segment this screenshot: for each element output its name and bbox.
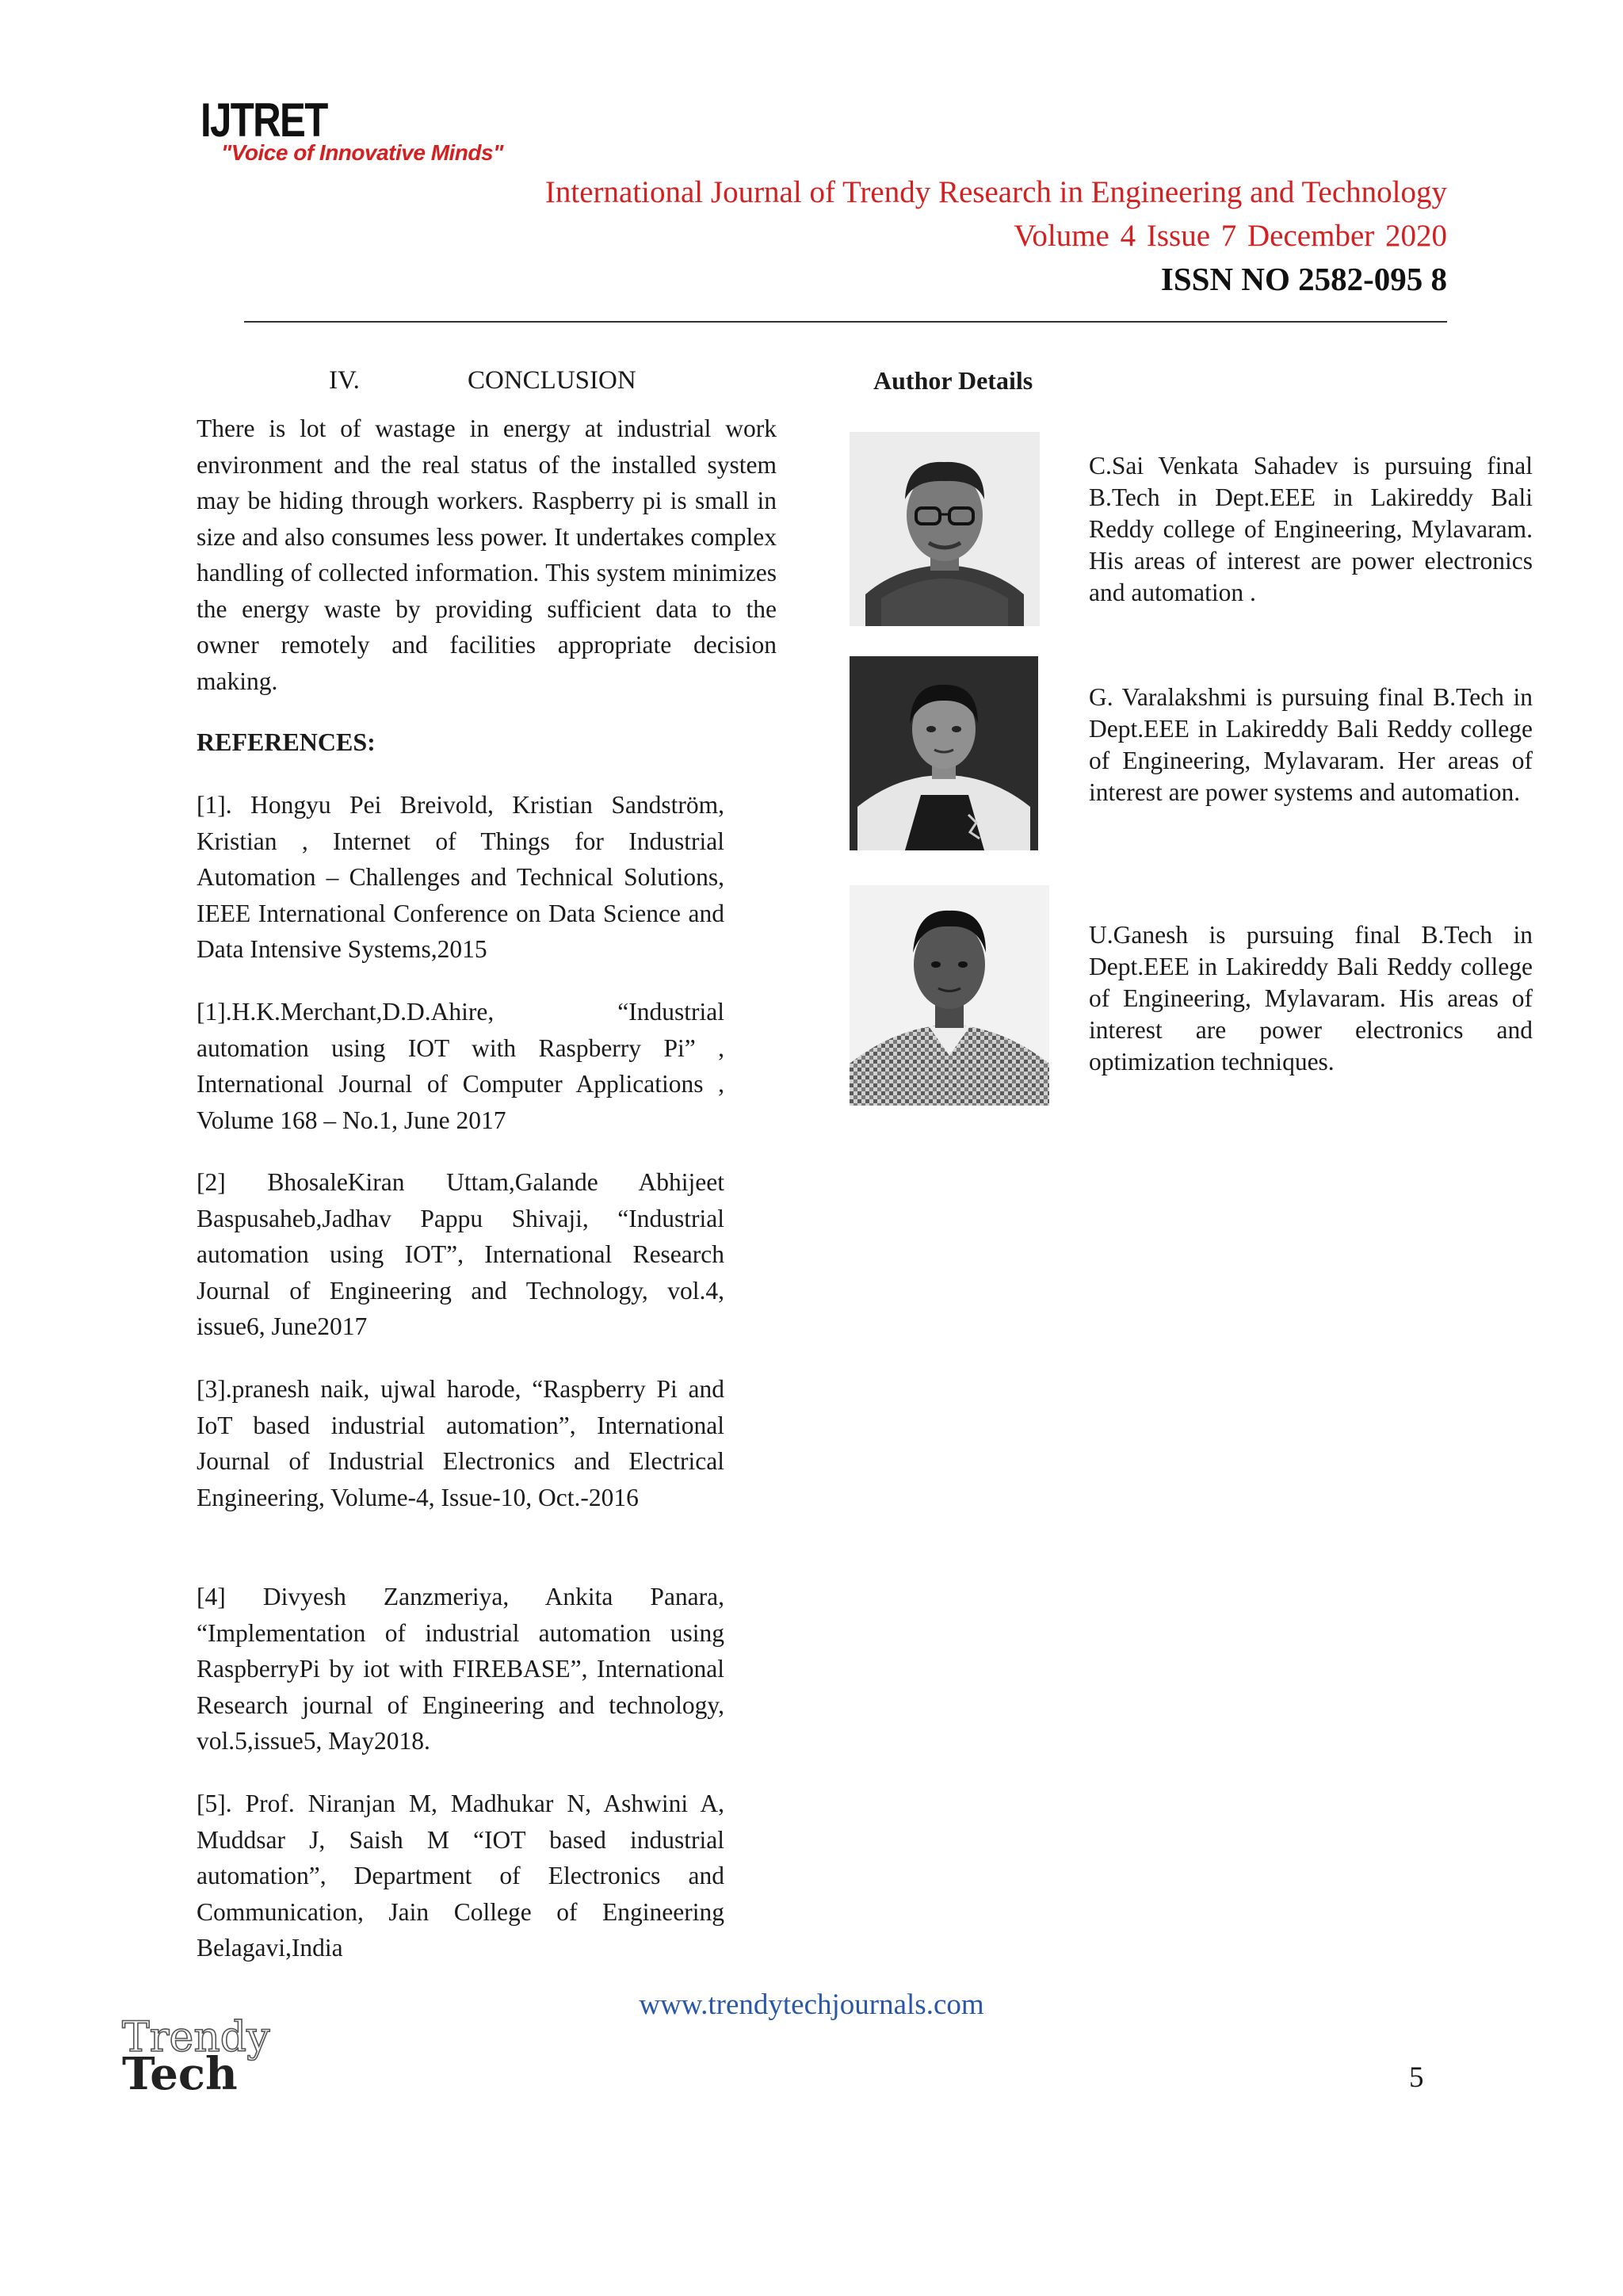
reference-item: [4] Divyesh Zanzmeriya, Ankita Panara, “Implementation of industrial automation using RaspberryPi by iot with FIREBASE”, International Research journal of Engineering and technology, vol.5,issue5, May2018.	[197, 1583, 724, 1755]
journal-title: International Journal of Trendy Research in Engineering and Technology	[544, 175, 1447, 209]
logo-line-2: Tech	[122, 2048, 238, 2100]
header-divider	[244, 321, 1447, 323]
page-number: 5	[1409, 2061, 1424, 2094]
logo-wordmark: IJTRET	[200, 94, 327, 147]
journal-issn: ISSN NO 2582-095 8	[1160, 261, 1447, 297]
section-title: CONCLUSION	[468, 366, 636, 395]
author-bio: G. Varalakshmi is pursuing final B.Tech in Dept.EEE in Lakireddy Bali Reddy college of Engineering, Mylavaram. Her areas of interest are power systems and automation.	[1089, 683, 1533, 806]
reference-item: [5]. Prof. Niranjan M, Madhukar N, Ashwini A, Muddsar J, Saish M “IOT based industrial automation”, Department of Electronics and Communication, Jain College of Engineering Belagavi,India	[197, 1790, 724, 1962]
author-bio: U.Ganesh is pursuing final B.Tech in Dept.EEE in Lakireddy Bali Reddy college of Engineering, Mylavaram. His areas of interest are power electronics and optimization techniques.	[1089, 921, 1533, 1075]
trendy-tech-logo	[117, 2013, 300, 2100]
reference-item: [2] BhosaleKiran Uttam,Galande Abhijeet Baspusaheb,Jadhav Pappu Shivaji, “Industrial automation using IOT”, International Research Journal of Engineering and Technology, vol.4, issue6, June2017	[197, 1168, 724, 1340]
author-photo	[850, 656, 1038, 850]
journal-logo	[200, 94, 503, 172]
footer-website-link[interactable]: www.trendytechjournals.com	[639, 1988, 984, 2021]
reference-item: [3].pranesh naik, ujwal harode, “Raspberry Pi and IoT based industrial automation”, International Journal of Industrial Electronics and Electrical Engineering, Volume-4, Issue-10, Oct.-2016	[197, 1375, 724, 1511]
section-number: IV.	[329, 366, 360, 395]
reference-item: [1]. Hongyu Pei Breivold, Kristian Sandström, Kristian , Internet of Things for Industrial Automation – Challenges and Technical Solutions, IEEE International Conference on Data Science and Data Intensive Systems,2015	[197, 791, 724, 963]
journal-volume-line: Volume 4 Issue 7 December 2020	[1014, 219, 1447, 253]
conclusion-paragraph: There is lot of wastage in energy at industrial work environment and the real status of the installed system may be hiding through workers. Raspberry pi is small in size and also consumes less power. It undertakes complex handling of collected information. This system minimizes the energy waste by providing sufficient data to the owner remotely and facilities appropriate decision making.	[197, 415, 777, 695]
references-heading: REFERENCES:	[197, 728, 376, 756]
logo-line-1: Trendy	[122, 2014, 270, 2061]
author-photo	[850, 432, 1040, 626]
author-photo	[850, 885, 1049, 1106]
author-bio: C.Sai Venkata Sahadev is pursuing final B.Tech in Dept.EEE in Lakireddy Bali Reddy college of Engineering, Mylavaram. His areas of interest are power electronics and automation .	[1089, 452, 1533, 606]
logo-tagline: "Voice of Innovative Minds"	[221, 140, 503, 165]
author-details-heading: Author Details	[873, 366, 1033, 395]
reference-item: [1].H.K.Merchant,D.D.Ahire, “Industrial automation using IOT with Raspberry Pi” , International Journal of Computer Applications , Volume 168 – No.1, June 2017	[197, 998, 724, 1134]
